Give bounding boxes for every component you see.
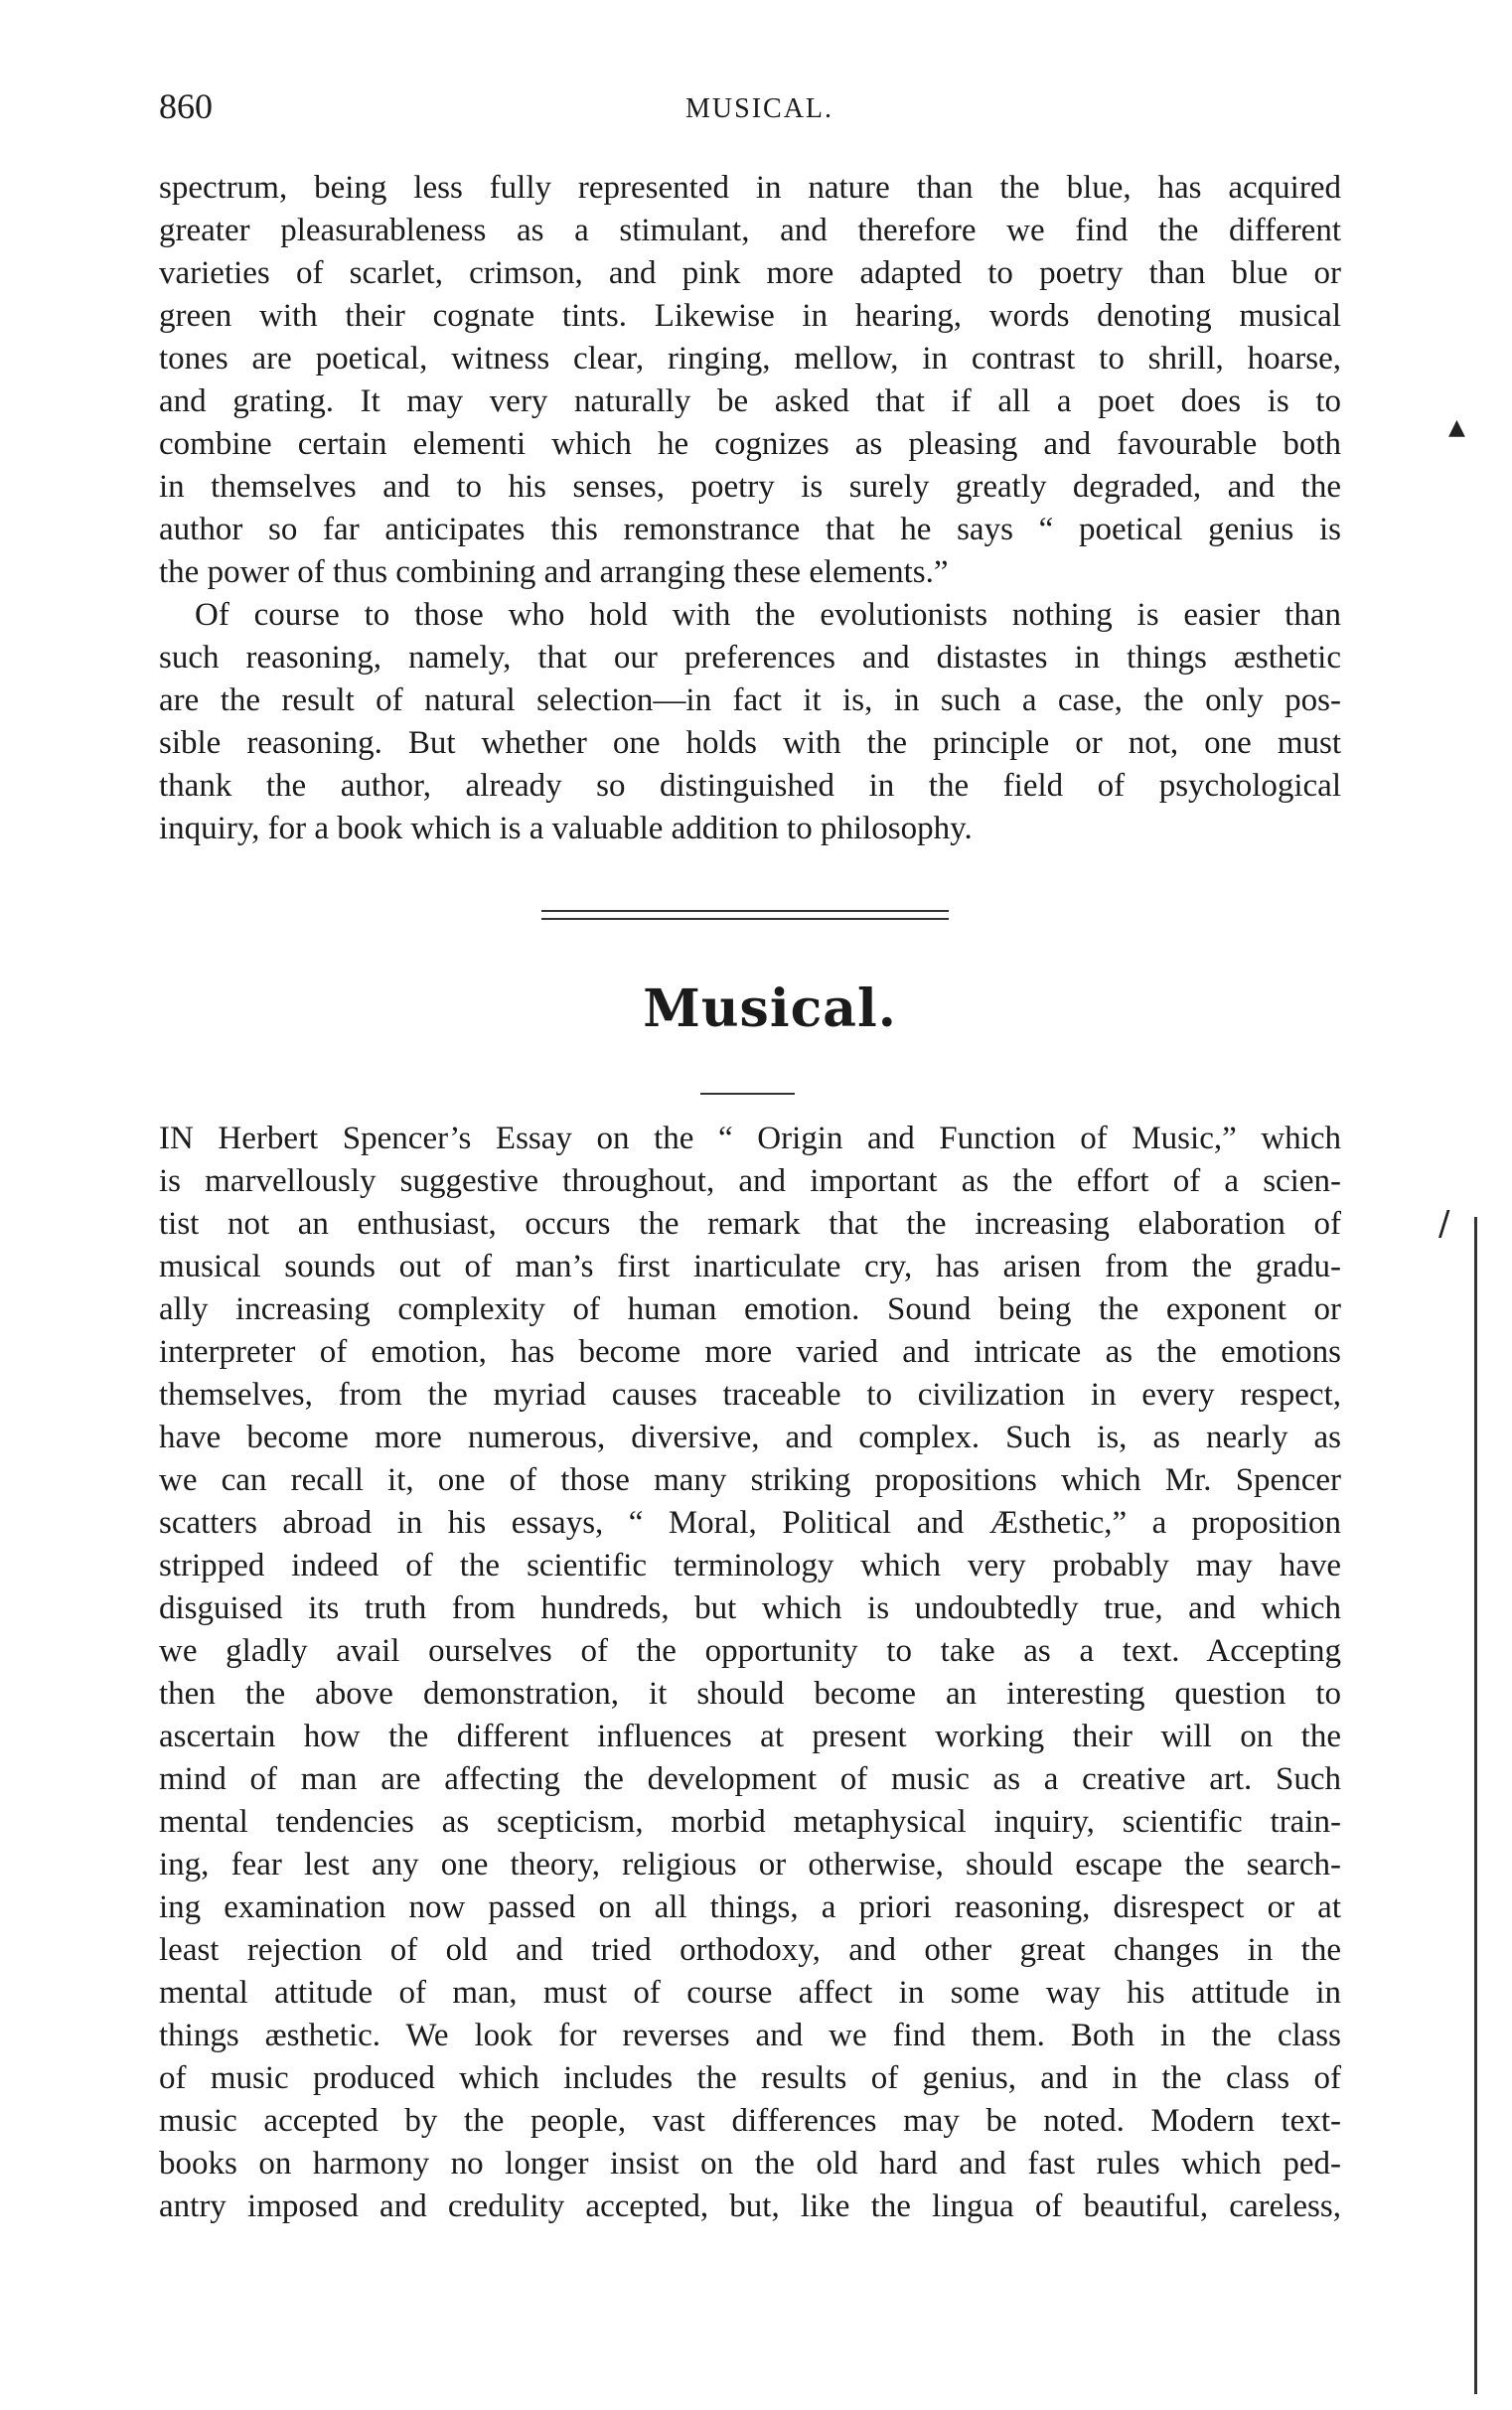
text-line: have become more numerous, diversive, and complex. Such is, as nearly as <box>159 1420 1341 1455</box>
text-line: combine certain elementi which he cognizes as pleasing and favourable both <box>159 426 1341 462</box>
running-head <box>159 85 1351 125</box>
text-line: stripped indeed of the scientific terminology which very probably may have <box>159 1548 1341 1583</box>
text-line: is marvellously suggestive throughout, and important as the effort of a scien- <box>159 1163 1341 1199</box>
text-line: music accepted by the people, vast differences may be noted. Modern text- <box>159 2103 1341 2139</box>
page-number: 860 <box>159 86 213 126</box>
separator-rule <box>541 910 949 912</box>
text-line: we can recall it, one of those many striking propositions which Mr. Spencer <box>159 1462 1341 1498</box>
text-line: mental tendencies as scepticism, morbid metaphysical inquiry, scientific train- <box>159 1804 1341 1840</box>
text-line: inquiry, for a book which is a valuable addition to philosophy. <box>159 811 973 846</box>
text-line: tist not an enthusiast, occurs the remark that the increasing elaboration of <box>159 1206 1341 1242</box>
separator-rule <box>541 918 949 920</box>
text-line: scatters abroad in his essays, “ Moral, Political and Æsthetic,” a proposition <box>159 1505 1341 1541</box>
heading-rule <box>700 1093 795 1095</box>
text-line: themselves, from the myriad causes traceable to civilization in every respect, <box>159 1377 1341 1413</box>
text-line: in themselves and to his senses, poetry is surely greatly degraded, and the <box>159 469 1341 505</box>
text-line: are the result of natural selection—in fact it is, in such a case, the only pos- <box>159 682 1341 718</box>
margin-mark: / <box>1438 1204 1450 1244</box>
text-line: author so far anticipates this remonstrance that he says “ poetical genius is <box>159 512 1341 547</box>
text-line: and grating. It may very naturally be asked that if all a poet does is to <box>159 383 1341 419</box>
text-line: tones are poetical, witness clear, ringing, mellow, in contrast to shrill, hoarse, <box>159 341 1341 377</box>
text-line: then the above demonstration, it should become an interesting question to <box>159 1676 1341 1712</box>
text-line: greater pleasurableness as a stimulant, and therefore we find the different <box>159 213 1341 248</box>
text-line: sible reasoning. But whether one holds with the principle or not, one must <box>159 725 1341 761</box>
text-line: varieties of scarlet, crimson, and pink more adapted to poetry than blue or <box>159 255 1341 291</box>
section-heading: Musical. <box>643 979 897 1039</box>
running-title: MUSICAL. <box>685 93 834 124</box>
text-line: spectrum, being less fully represented in nature than the blue, has acquired <box>159 170 1341 206</box>
text-line: disguised its truth from hundreds, but which is undoubtedly true, and which <box>159 1590 1341 1626</box>
text-line: interpreter of emotion, has become more varied and intricate as the emotions <box>159 1334 1341 1370</box>
text-line: green with their cognate tints. Likewise in hearing, words denoting musical <box>159 298 1341 334</box>
margin-mark: ▲ <box>1448 415 1465 440</box>
text-line: of music produced which includes the results of genius, and in the class of <box>159 2060 1341 2096</box>
text-line: Of course to those who hold with the evolutionists nothing is easier than <box>195 597 1341 633</box>
text-line: thank the author, already so distinguished in the field of psychological <box>159 768 1341 804</box>
text-line: musical sounds out of man’s first inarticulate cry, has arisen from the gradu- <box>159 1249 1341 1284</box>
text-line: IN Herbert Spencer’s Essay on the “ Origin and Function of Music,” which <box>159 1121 1341 1156</box>
page-edge-line <box>1474 1217 1477 2394</box>
text-line: such reasoning, namely, that our preferences and distastes in things æsthetic <box>159 640 1341 676</box>
text-line: books on harmony no longer insist on the old hard and fast rules which ped- <box>159 2146 1341 2182</box>
text-line: ing examination now passed on all things, a priori reasoning, disrespect or at <box>159 1889 1341 1925</box>
text-line: the power of thus combining and arranging these elements.” <box>159 554 949 590</box>
text-line: ally increasing complexity of human emotion. Sound being the exponent or <box>159 1291 1341 1327</box>
text-line: things æsthetic. We look for reverses and we find them. Both in the class <box>159 2018 1341 2053</box>
text-line: we gladly avail ourselves of the opportunity to take as a text. Accepting <box>159 1633 1341 1669</box>
text-line: mental attitude of man, must of course affect in some way his attitude in <box>159 1975 1341 2011</box>
text-line: ing, fear lest any one theory, religious or otherwise, should escape the search- <box>159 1847 1341 1883</box>
text-line: antry imposed and credulity accepted, but, like the lingua of beautiful, careless, <box>159 2188 1341 2224</box>
text-line: mind of man are affecting the development of music as a creative art. Such <box>159 1761 1341 1797</box>
text-line: least rejection of old and tried orthodoxy, and other great changes in the <box>159 1932 1341 1968</box>
text-line: ascertain how the different influences at present working their will on the <box>159 1719 1341 1754</box>
